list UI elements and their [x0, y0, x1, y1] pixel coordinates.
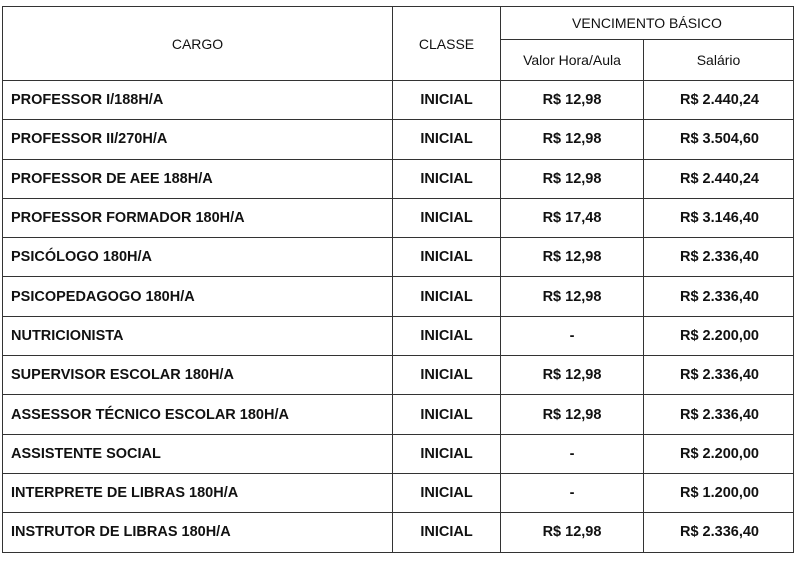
- valor-hora-aula-cell: R$ 12,98: [501, 395, 644, 434]
- classe-cell: INICIAL: [393, 120, 501, 159]
- valor-hora-aula-cell: -: [501, 473, 644, 512]
- classe-cell: INICIAL: [393, 277, 501, 316]
- cargo-cell: PSICOPEDAGOGO 180H/A: [3, 277, 393, 316]
- cargo-cell: PROFESSOR DE AEE 188H/A: [3, 159, 393, 198]
- valor-hora-aula-cell: R$ 12,98: [501, 356, 644, 395]
- classe-cell: INICIAL: [393, 395, 501, 434]
- valor-hora-aula-cell: R$ 12,98: [501, 159, 644, 198]
- header-valor-hora-aula: Valor Hora/Aula: [501, 40, 644, 81]
- table-row: [3, 238, 794, 277]
- table-row: [3, 395, 794, 434]
- salario-cell: R$ 2.336,40: [644, 238, 794, 277]
- classe-cell: INICIAL: [393, 238, 501, 277]
- classe-cell: INICIAL: [393, 473, 501, 512]
- classe-cell: INICIAL: [393, 434, 501, 473]
- salario-cell: R$ 2.200,00: [644, 316, 794, 355]
- valor-hora-aula-cell: R$ 12,98: [501, 277, 644, 316]
- salary-table: [2, 6, 794, 553]
- header-salario: Salário: [644, 40, 794, 81]
- table-row: [3, 356, 794, 395]
- salario-cell: R$ 1.200,00: [644, 473, 794, 512]
- header-classe: CLASSE: [393, 7, 501, 81]
- classe-cell: INICIAL: [393, 356, 501, 395]
- header-cargo: CARGO: [3, 7, 393, 81]
- cargo-cell: PROFESSOR FORMADOR 180H/A: [3, 198, 393, 237]
- classe-cell: INICIAL: [393, 198, 501, 237]
- cargo-cell: ASSESSOR TÉCNICO ESCOLAR 180H/A: [3, 395, 393, 434]
- classe-cell: INICIAL: [393, 159, 501, 198]
- valor-hora-aula-cell: -: [501, 316, 644, 355]
- cargo-cell: INTERPRETE DE LIBRAS 180H/A: [3, 473, 393, 512]
- table-row: [3, 81, 794, 120]
- table-row: [3, 120, 794, 159]
- salario-cell: R$ 2.336,40: [644, 356, 794, 395]
- salario-cell: R$ 2.200,00: [644, 434, 794, 473]
- salario-cell: R$ 3.504,60: [644, 120, 794, 159]
- classe-cell: INICIAL: [393, 81, 501, 120]
- salario-cell: R$ 2.440,24: [644, 159, 794, 198]
- cargo-cell: PROFESSOR II/270H/A: [3, 120, 393, 159]
- table-row: [3, 434, 794, 473]
- table-row: [3, 159, 794, 198]
- header-vencimento-basico: VENCIMENTO BÁSICO: [501, 7, 794, 40]
- salario-cell: R$ 2.336,40: [644, 513, 794, 552]
- salario-cell: R$ 3.146,40: [644, 198, 794, 237]
- table-row: [3, 316, 794, 355]
- classe-cell: INICIAL: [393, 513, 501, 552]
- salario-cell: R$ 2.336,40: [644, 277, 794, 316]
- classe-cell: INICIAL: [393, 316, 501, 355]
- salario-cell: R$ 2.440,24: [644, 81, 794, 120]
- cargo-cell: NUTRICIONISTA: [3, 316, 393, 355]
- valor-hora-aula-cell: R$ 12,98: [501, 120, 644, 159]
- valor-hora-aula-cell: R$ 17,48: [501, 198, 644, 237]
- table-row: [3, 473, 794, 512]
- cargo-cell: ASSISTENTE SOCIAL: [3, 434, 393, 473]
- cargo-cell: PSICÓLOGO 180H/A: [3, 238, 393, 277]
- table-row: [3, 513, 794, 552]
- valor-hora-aula-cell: -: [501, 434, 644, 473]
- table-row: [3, 277, 794, 316]
- cargo-cell: INSTRUTOR DE LIBRAS 180H/A: [3, 513, 393, 552]
- valor-hora-aula-cell: R$ 12,98: [501, 81, 644, 120]
- table-row: [3, 198, 794, 237]
- salario-cell: R$ 2.336,40: [644, 395, 794, 434]
- valor-hora-aula-cell: R$ 12,98: [501, 513, 644, 552]
- valor-hora-aula-cell: R$ 12,98: [501, 238, 644, 277]
- cargo-cell: PROFESSOR I/188H/A: [3, 81, 393, 120]
- cargo-cell: SUPERVISOR ESCOLAR 180H/A: [3, 356, 393, 395]
